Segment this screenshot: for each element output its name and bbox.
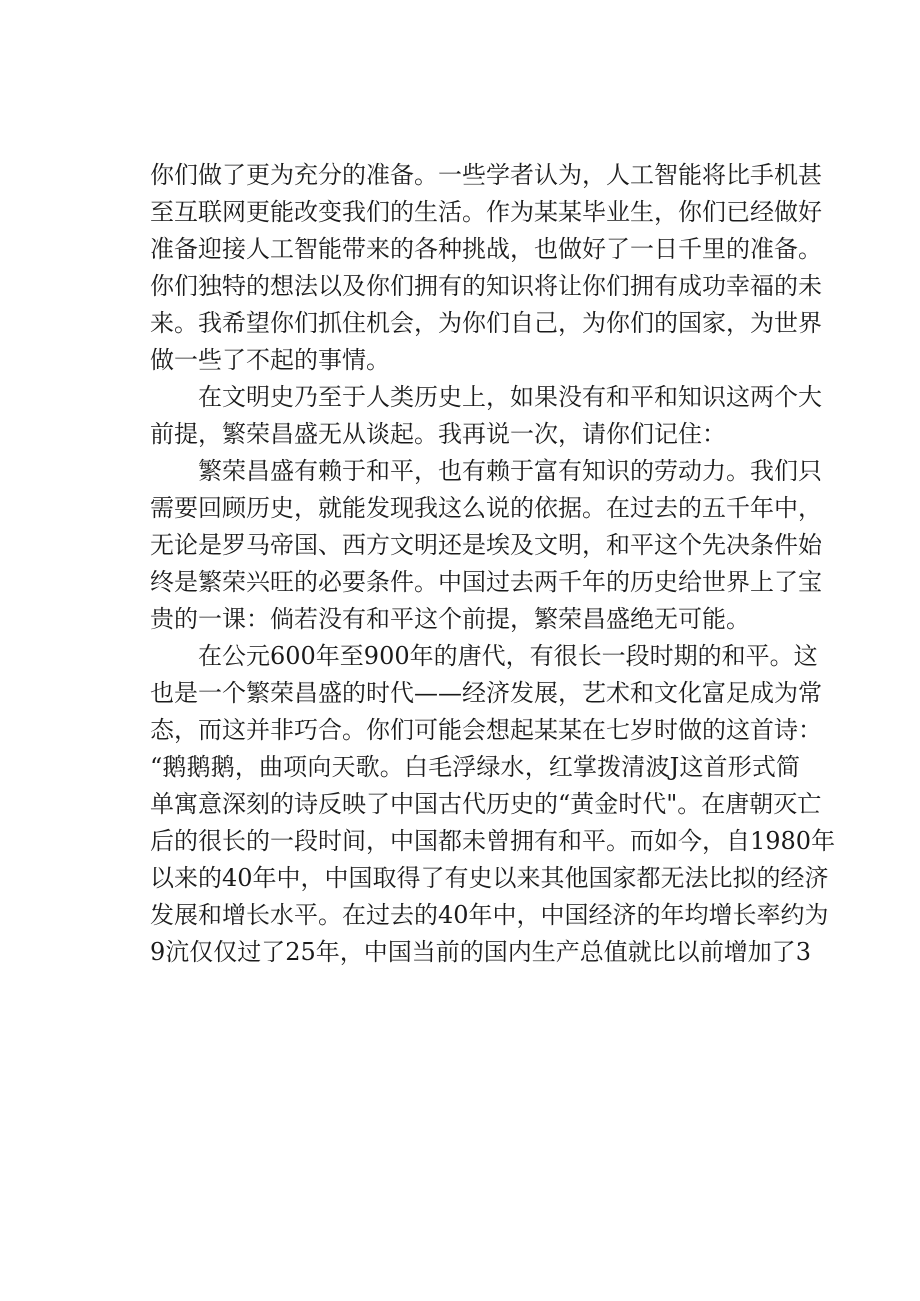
paragraph-1-line-6: 做一些了不起的事情。 [150, 346, 390, 374]
paragraph-2-line-2: 前提，繁荣昌盛无从谈起。我再说一次，请你们记住： [150, 420, 726, 448]
paragraph-1-line-5: 来。我希望你们抓住机会，为你们自己，为你们的国家，为世界 [150, 309, 822, 337]
paragraph-4-line-5: 单寓意深刻的诗反映了中国古代历史的“黄金时代"。在唐朝灭亡 [150, 790, 822, 818]
paragraph-4-line-8: 发展和增长水平。在过去的40年中，中国经济的年均增长率约为 [150, 901, 829, 929]
paragraph-4-line-7: 以来的40年中，中国取得了有史以来其他国家都无法比拟的经济 [150, 864, 829, 892]
paragraph-3-line-2: 需要回顾历史，就能发现我这么说的依据。在过去的五千年中， [150, 494, 822, 522]
paragraph-4-line-3: 态，而这并非巧合。你们可能会想起某某在七岁时做的这首诗： [150, 716, 822, 744]
paragraph-3-line-3: 无论是罗马帝国、西方文明还是埃及文明，和平这个先决条件始 [150, 531, 822, 559]
paragraph-3-line-5: 贵的一课：倘若没有和平这个前提，繁荣昌盛绝无可能。 [150, 605, 750, 633]
paragraph-4-line-4: “鹅鹅鹅，曲项向天歌。白毛浮绿水，红掌拨清波J这首形式简 [150, 753, 800, 781]
paragraph-1-line-2: 至互联网更能改变我们的生活。作为某某毕业生，你们已经做好 [150, 198, 822, 226]
paragraph-1-line-4: 你们独特的想法以及你们拥有的知识将让你们拥有成功幸福的未 [150, 272, 822, 300]
paragraph-4-line-2: 也是一个繁荣昌盛的时代——经济发展，艺术和文化富足成为常 [150, 679, 822, 707]
paragraph-4-line-6: 后的很长的一段时间，中国都未曾拥有和平。而如今，自1980年 [150, 827, 836, 855]
paragraph-3-line-4: 终是繁荣兴旺的必要条件。中国过去两千年的历史给世界上了宝 [150, 568, 822, 596]
paragraph-4-line-1: 在公元600年至900年的唐代，有很长一段时期的和平。这 [198, 642, 818, 670]
paragraph-1-line-3: 准备迎接人工智能带来的各种挑战，也做好了一日千里的准备。 [150, 235, 822, 263]
paragraph-2-line-1: 在文明史乃至于人类历史上，如果没有和平和知识这两个大 [198, 383, 822, 411]
paragraph-4-line-9: 9沆仅仅过了25年，中国当前的国内生产总值就比以前增加了3 [150, 938, 812, 966]
paragraph-1-line-1: 你们做了更为充分的准备。一些学者认为，人工智能将比手机甚 [150, 161, 822, 189]
paragraph-3-line-1: 繁荣昌盛有赖于和平，也有赖于富有知识的劳动力。我们只 [198, 457, 822, 485]
